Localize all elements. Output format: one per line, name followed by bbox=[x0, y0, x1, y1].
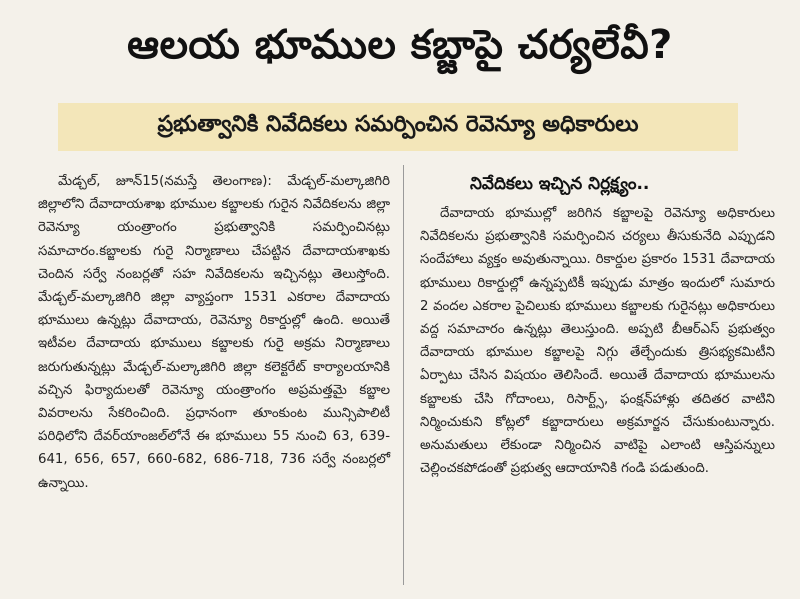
headline: ఆలయ భూముల కబ్జాపై చర్యలేవీ? bbox=[127, 22, 673, 68]
box-heading: నివేదికలు ఇచ్చిన నిర్లక్ష్యం.. bbox=[470, 174, 650, 194]
left-column bbox=[38, 170, 390, 495]
subheadline: ప్రభుత్వానికి నివేదికలు సమర్పించిన రెవెన్యూ అధికారులు bbox=[58, 103, 738, 151]
left-column-body: మేడ్చల్, జూన్15(నమస్తే తెలంగాణ): మేడ్చల్-మల్కాజిగిరి జిల్లాలోని దేవాదాయశాఖ భూముల కబ్జాలకు గురైన నివేదికలను జిల్లా రెవెన్యూ యంత్రాంగం ప్రభుత్వానికి సమర్పించినట్లు సమాచారం.కబ్జాలకు గురై నిర్మాణాలు చేపట్టిన దేవాదాయశాఖకు చెందిన సర్వే నంబర్లతో సహ నివేదికలను ఇచ్చినట్లు తెలుస్తోంది. మేడ్చల్-మల్కాజిగిరి జిల్లా వ్యాప్తంగా 1531 ఎకరాల దేవాదాయ భూములు ఉన్నట్లు దేవాదాయ, రెవెన్యూ రికార్డుల్లో ఉంది. అయితే ఇటీవల దేవాదాయ భూములు కబ్జాలకు గురై అక్రమ నిర్మాణాలు జరుగుతున్నట్లు మేడ్చల్-మల్కాజిగిరి జిల్లా కలెక్టరేట్ కార్యాలయానికి వచ్చిన ఫిర్యాదులతో రెవెన్యూ యంత్రాంగం అప్రమత్తమై కబ్జాల వివరాలను సేకరించింది. ప్రధానంగా తూంకుంట మున్సిపాలిటీ పరిధిలోని దేవర్‌యాంజల్‌లోనే ఈ భూములు 55 నుంచి 63, 639-641, 656, 657, 660-682, 686-718, 736 సర్వే నంబర్లలో ఉన్నాయి. bbox=[38, 174, 390, 491]
column-divider bbox=[403, 165, 404, 585]
right-column bbox=[420, 202, 775, 480]
right-column-body: దేవాదాయ భూముల్లో జరిగిన కబ్జాలపై రెవెన్యూ అధికారులు నివేదికలను ప్రభుత్వానికి సమర్పించిన చర్యలు తీసుకునేది ఎప్పుడని సందేహాలు వ్యక్తం అవుతున్నాయి. రికార్డుల ప్రకారం 1531 దేవాదాయ భూములు రికార్డుల్లో ఉన్నప్పటికీ ఇప్పుడు మాత్రం ఇందులో సుమారు 2 వందల ఎకరాల పైచిలుకు భూములు కబ్జాలకు గురైనట్లు అధికారులు వద్ద సమాచారం ఉన్నట్లు తెలుస్తుంది. అప్పటి బీఆర్ఎస్ ప్రభుత్వం దేవాదాయ భూముల కబ్జాలపై నిగ్గు తేల్చేందుకు త్రిసభ్యకమిటీని ఏర్పాటు చేసిన విషయం తెలిసిందే. అయితే దేవాదాయ భూములను కబ్జాలకు చేసి గోదాంలు, రిసార్ట్స్, ఫంక్షన్‌హాళ్లు తదితర వాటిని నిర్మించుకుని కోట్లలో కబ్జాదారులు అక్రమార్జన చేసుకుంటున్నారు. అనుమతులు లేకుండా నిర్మించిన వాటిపై ఎలాంటి ఆస్తిపన్నులు చెల్లించకపోడంతో ప్రభుత్వ ఆదాయానికి గండి పడుతుంది. bbox=[420, 206, 775, 477]
